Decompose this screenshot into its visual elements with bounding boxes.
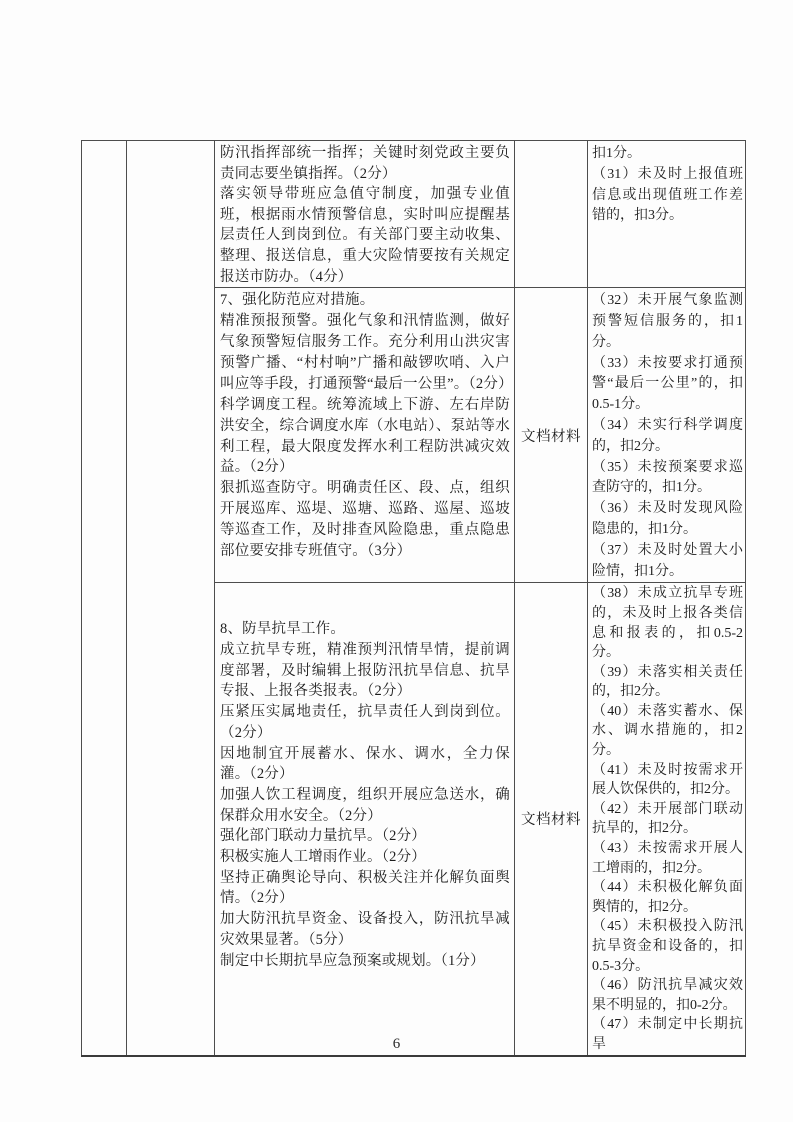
materials-label: 文档材料 xyxy=(521,428,581,445)
content-paragraph: 压紧压实属地责任，抗旱责任人到岗到位。（2分） xyxy=(220,704,510,741)
materials-cell xyxy=(515,583,588,1056)
serial-column-cell xyxy=(82,141,127,1056)
assessment-criteria-table xyxy=(81,140,746,1057)
deduction-item: （35）未按预案要求巡查防守的，扣1分。 xyxy=(592,459,743,496)
deduction-item: （33）未按要求打通预警“最后一公里”的，扣0.5-1分。 xyxy=(592,355,743,413)
content-paragraph: 加强人饮工程调度，组织开展应急送水，确保群众用水安全。（2分） xyxy=(220,786,510,824)
content-paragraph: 精准预报预警。强化气象和汛情监测，做好气象预警短信服务工作。充分利用山洪灾害预警广播、“村村响”广播和敲锣吹哨、入户叫应等手段，打通预警“最后一公里”。（2分） xyxy=(220,313,513,392)
deduction-item: （47）未制定中长期抗旱 xyxy=(592,1017,743,1052)
content-paragraph: 制定中长期抗旱应急预案或规划。（1分） xyxy=(220,952,485,969)
deduction-item: （36）未及时发现风险隐患的，扣1分。 xyxy=(592,501,743,537)
deduction-item: （37）未及时处置大小险情，扣1分。 xyxy=(592,542,743,579)
content-paragraph: 积极实施人工增雨作业。（2分） xyxy=(220,849,426,866)
deduction-item: （42）未开展部门联动抗旱的，扣2分。 xyxy=(592,801,743,837)
deduction-item: （31）未及时上报值班信息或出现值班工作差错的，扣3分。 xyxy=(592,166,743,224)
deduction-cell xyxy=(588,141,746,288)
content-paragraph: 落实领导带班应急值守制度，加强专业值班，根据雨水情预警信息，实时叫应提醒基层责任人到岗到位。有关部门要主动收集、整理、报送信息，重大灾险情要按有关规定报送市防办。（4分） xyxy=(220,186,510,285)
content-paragraph: 强化部门联动力量抗旱。（2分） xyxy=(220,828,426,845)
content-paragraph: 成立抗旱专班，精准预判汛情旱情，提前调度部署，及时编辑上报防汛抗旱信息、抗旱专报、上报各类报表。（2分） xyxy=(220,642,510,700)
content-paragraph: 防汛指挥部统一指挥；关键时刻党政主要负责同志要坐镇指挥。（2分） xyxy=(220,145,510,182)
materials-label: 文档材料 xyxy=(521,812,581,829)
item-column-cell xyxy=(127,141,215,1056)
content-cell xyxy=(215,288,515,583)
deduction-item: （46）防汛抗旱减灾效果不明显的，扣0-2分。 xyxy=(592,978,743,1013)
content-paragraph: 坚持正确舆论导向、积极关注并化解负面舆情。（2分） xyxy=(220,869,510,907)
deduction-item: （41）未及时按需求开展人饮保供的，扣2分。 xyxy=(592,762,743,798)
content-paragraph: 因地制宜开展蓄水、保水、调水，全力保灌。（2分） xyxy=(220,745,510,783)
deduction-item: （34）未实行科学调度的，扣2分。 xyxy=(592,417,743,454)
deduction-item: （38）未成立抗旱专班的，未及时上报各类信息和报表的，扣0.5-2分。 xyxy=(592,586,743,661)
materials-cell xyxy=(515,288,588,583)
page-number: 6 xyxy=(392,1036,401,1052)
table-row xyxy=(82,141,746,288)
content-cell xyxy=(215,141,515,288)
deduction-cell xyxy=(588,583,746,1056)
deduction-item: （45）未积极投入防汛抗旱资金和设备的，扣0.5-3分。 xyxy=(592,919,743,974)
deduction-item: （32）未开展气象监测预警短信服务的，扣1分。 xyxy=(592,293,743,350)
content-paragraph: 加大防汛抗旱资金、设备投入，防汛抗旱减灾效果显著。（5分） xyxy=(220,911,510,948)
materials-cell xyxy=(515,141,588,288)
deduction-item: （40）未落实蓄水、保水、调水措施的，扣2分。 xyxy=(592,703,743,759)
item-heading: 8、防旱抗旱工作。 xyxy=(220,621,346,638)
item-heading: 7、强化防范应对措施。 xyxy=(220,292,375,309)
content-paragraph: 科学调度工程。统筹流域上下游、左右岸防洪安全，综合调度水库（水电站）、泵站等水利工程，最大限度发挥水利工程防洪减灾效益。（2分） xyxy=(220,396,510,476)
content-cell xyxy=(215,583,515,1056)
deduction-item: （44）未积极化解负面舆情的，扣2分。 xyxy=(592,880,743,915)
deduction-item: （43）未按需求开展人工增雨的，扣2分。 xyxy=(592,841,743,876)
content-paragraph: 狠抓巡查防守。明确责任区、段、点，组织开展巡库、巡堤、巡塘、巡路、巡屋、巡坡等巡查工作，及时排查风险隐患，重点隐患部位要安排专班值守。（3分） xyxy=(220,480,510,560)
deduction-item: 扣1分。 xyxy=(592,146,641,161)
deduction-cell xyxy=(588,288,746,583)
deduction-item: （39）未落实相关责任的，扣2分。 xyxy=(592,664,743,700)
